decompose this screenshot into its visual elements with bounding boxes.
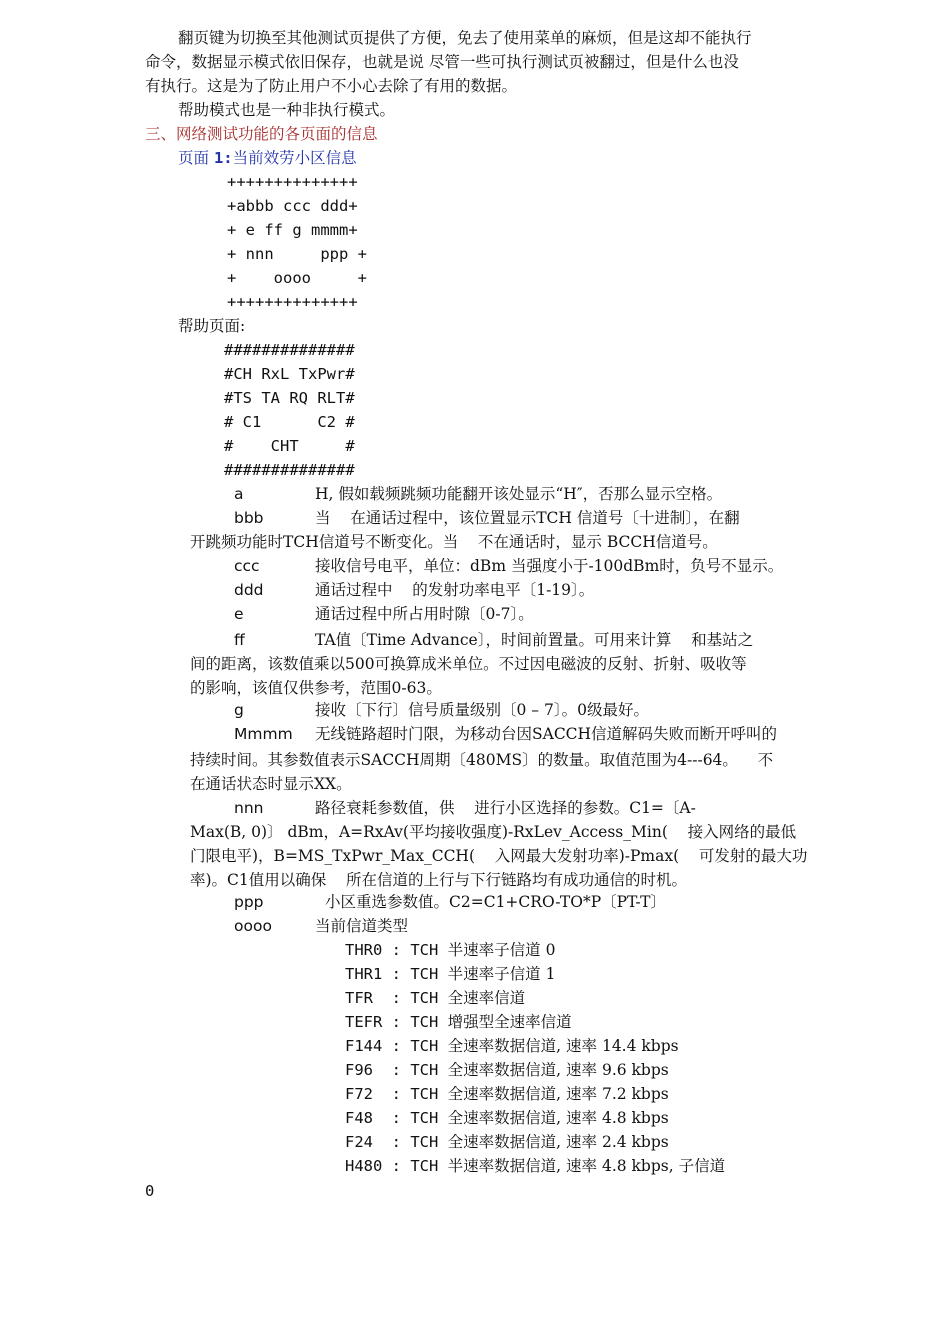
channel-type-row [345, 962, 555, 986]
channel-type-desc: 半速率子信道 0 [447, 941, 556, 959]
field-term-oooo: oooo [234, 917, 272, 935]
intro-paragraph-line-1: 翻页键为切换至其他测试页提供了方便，免去了使用菜单的麻烦，但是这却不能执行 [178, 29, 752, 47]
field-desc-ff-cont: 的影响，该值仅供参考，范围0-63。 [190, 679, 442, 697]
channel-type-desc: 全速率数据信道, 速率 14.4 kbps [447, 1037, 679, 1055]
channel-type-sep: : TCH [391, 1157, 448, 1175]
intro-paragraph-2: 帮助模式也是一种非执行模式。 [178, 101, 396, 119]
field-term-ppp: ppp [234, 893, 264, 911]
field-desc-oooo: 当前信道类型 [315, 917, 409, 935]
field-desc-ff: TA值〔Time Advance〕，时间前置量。可用来计算 和基站之 [315, 631, 754, 649]
field-term-mmmm: Mmmm [234, 725, 293, 743]
channel-type-row [345, 1130, 669, 1154]
help-page-label: 帮助页面: [178, 317, 246, 335]
channel-type-code: THR1 [345, 965, 392, 983]
field-desc-nnn-cont: Max(B, 0)〕 dBm，A=RxAv(平均接收强度)-RxLev_Access_Min( 接入网络的最低 [190, 823, 797, 841]
channel-type-desc: 全速率数据信道, 速率 4.8 kbps [447, 1109, 669, 1127]
field-desc-mmmm: 无线链路超时门限，为移动台因SACCH信道解码失败而断开呼叫的 [315, 725, 778, 743]
channel-type-row [345, 1106, 669, 1130]
help-layout-line: #CH RxL TxPwr# [224, 365, 355, 383]
channel-type-sep: : TCH [391, 1133, 448, 1151]
field-term-ccc: ccc [234, 557, 260, 575]
field-desc-ccc: 接收信号电平，单位：dBm 当强度小于-100dBm时，负号不显示。 [315, 557, 784, 575]
field-desc-mmmm-cont: 在通话状态时显示XX。 [190, 775, 352, 793]
field-desc-mmmm-cont: 持续时间。其参数值表示SACCH周期〔480MS〕的数量。取值范围为4---64。 不 [190, 751, 774, 769]
page1-layout-line: ++++++++++++++ [227, 293, 358, 311]
page1-label-title: 当前效劳小区信息 [232, 149, 357, 167]
channel-type-row [345, 938, 555, 962]
channel-type-sep: : TCH [391, 941, 448, 959]
page1-label-number: 1: [213, 149, 233, 167]
channel-type-desc: 全速率数据信道, 速率 2.4 kbps [447, 1133, 669, 1151]
page1-layout-line: + e ff g mmmm+ [227, 221, 358, 239]
channel-type-code: F96 [345, 1061, 392, 1079]
channel-type-code: F144 [345, 1037, 392, 1055]
field-term-a: a [234, 485, 244, 503]
field-desc-nnn-cont: 门限电平)，B=MS_TxPwr_Max_CCH( 入网最大发射功率)-Pmax( 可发射的最大功 [190, 847, 808, 865]
field-term-e: e [234, 605, 244, 623]
channel-type-sep: : TCH [391, 1109, 448, 1127]
help-layout-line: ############## [224, 461, 355, 479]
channel-type-desc: 全速率信道 [447, 989, 526, 1007]
channel-type-code: TEFR [345, 1013, 392, 1031]
field-desc-g: 接收〔下行〕信号质量级别〔0 – 7〕。0级最好。 [315, 701, 649, 719]
help-layout-line: # CHT # [224, 437, 355, 455]
channel-type-row [345, 1058, 669, 1082]
field-desc-a: H, 假如载频跳频功能翻开该处显示“H″，否那么显示空格。 [315, 485, 723, 503]
channel-type-sep: : TCH [391, 1085, 448, 1103]
field-term-bbb: bbb [234, 509, 264, 527]
channel-type-desc: 全速率数据信道, 速率 9.6 kbps [447, 1061, 669, 1079]
field-desc-ppp: 小区重选参数值。C2=C1+CRO-TO*P〔PT-T〕 [325, 893, 666, 911]
channel-type-code: TFR [345, 989, 392, 1007]
channel-type-desc: 半速率子信道 1 [447, 965, 556, 983]
field-desc-bbb: 当 在通话过程中，该位置显示TCH 信道号〔十进制〕，在翻 [315, 509, 740, 527]
intro-paragraph-line-2: 命令，数据显示模式依旧保存，也就是说 尽管一些可执行测试页被翻过，但是什么也没 [145, 53, 739, 71]
channel-type-row [345, 986, 525, 1010]
channel-type-desc: 全速率数据信道, 速率 7.2 kbps [447, 1085, 669, 1103]
channel-type-sep: : TCH [391, 1037, 448, 1055]
field-desc-ddd: 通话过程中 的发射功率电平〔1-19〕。 [315, 581, 595, 599]
channel-type-sep: : TCH [391, 989, 448, 1007]
channel-type-row [345, 1154, 725, 1178]
field-desc-ff-cont: 间的距离，该数值乘以500可换算成米单位。不过因电磁波的反射、折射、吸收等 [190, 655, 747, 673]
channel-type-row [345, 1034, 679, 1058]
channel-type-code: F48 [345, 1109, 392, 1127]
field-desc-nnn: 路径衰耗参数值，供 进行小区选择的参数。C1=〔A- [315, 799, 696, 817]
channel-type-desc: 半速率数据信道, 速率 4.8 kbps, 子信道 [447, 1157, 726, 1175]
page1-layout-line: + nnn ppp + [227, 245, 367, 263]
trailing-text: 0 [145, 1182, 155, 1200]
field-term-nnn: nnn [234, 799, 264, 817]
channel-type-desc: 增强型全速率信道 [447, 1013, 572, 1031]
channel-type-sep: : TCH [391, 965, 448, 983]
channel-type-code: F24 [345, 1133, 392, 1151]
channel-type-code: F72 [345, 1085, 392, 1103]
field-term-ff: ff [234, 631, 245, 649]
channel-type-code: H480 [345, 1157, 392, 1175]
section-heading: 三、网络测试功能的各页面的信息 [145, 125, 378, 143]
field-desc-nnn-cont: 率)。C1值用以确保 所在信道的上行与下行链路均有成功通信的时机。 [190, 871, 687, 889]
channel-type-sep: : TCH [391, 1061, 448, 1079]
intro-paragraph-line-3: 有执行。这是为了防止用户不小心去除了有用的数据。 [145, 77, 518, 95]
field-term-ddd: ddd [234, 581, 264, 599]
field-desc-bbb-cont: 开跳频功能时TCH信道号不断变化。当 不在通话时，显示 BCCH信道号。 [190, 533, 718, 551]
channel-type-sep: : TCH [391, 1013, 448, 1031]
field-term-g: g [234, 701, 244, 719]
channel-type-code: THR0 [345, 941, 392, 959]
field-desc-e: 通话过程中所占用时隙〔0-7〕。 [315, 605, 534, 623]
page1-label [178, 146, 357, 170]
page1-layout-line: + oooo + [227, 269, 367, 287]
channel-type-row [345, 1010, 572, 1034]
page1-label-prefix: 页面 [178, 149, 214, 167]
help-layout-line: # C1 C2 # [224, 413, 355, 431]
page1-layout-line: ++++++++++++++ [227, 173, 358, 191]
help-layout-line: #TS TA RQ RLT# [224, 389, 355, 407]
help-layout-line: ############## [224, 341, 355, 359]
channel-type-row [345, 1082, 669, 1106]
page1-layout-line: +abbb ccc ddd+ [227, 197, 358, 215]
